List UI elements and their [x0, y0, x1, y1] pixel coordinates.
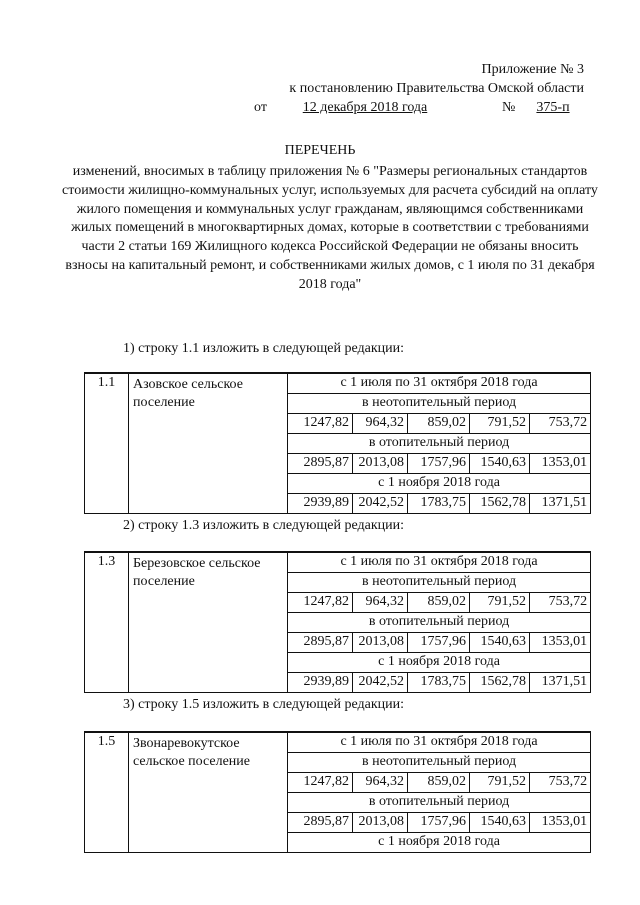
value-cell: 791,52 [470, 414, 530, 434]
period-summer: с 1 июля по 31 октября 2018 года [288, 732, 591, 753]
value-cell: 1353,01 [530, 454, 591, 474]
appendix-header [254, 60, 584, 117]
data-table [84, 372, 591, 514]
period-november: с 1 ноября 2018 года [288, 474, 591, 494]
value-cell: 753,72 [530, 773, 591, 793]
value-cell: 791,52 [470, 773, 530, 793]
value-cell: 2013,08 [353, 813, 408, 833]
value-cell: 1247,82 [288, 414, 353, 434]
heating-period: в отопительный период [288, 793, 591, 813]
value-cell: 791,52 [470, 593, 530, 613]
decree-reference: к постановлению Правительства Омской области [289, 81, 584, 96]
row-number: 1.5 [85, 732, 129, 853]
value-cell: 1783,75 [408, 494, 470, 514]
value-cell: 2895,87 [288, 454, 353, 474]
period-summer: с 1 июля по 31 октября 2018 года [288, 373, 591, 394]
period-summer: с 1 июля по 31 октября 2018 года [288, 552, 591, 573]
value-cell: 2895,87 [288, 813, 353, 833]
value-cell: 1783,75 [408, 673, 470, 693]
value-cell: 964,32 [353, 414, 408, 434]
value-cell: 1562,78 [470, 673, 530, 693]
value-cell: 964,32 [353, 593, 408, 613]
section-instruction: 2) строку 1.3 изложить в следующей редакции: [123, 518, 405, 533]
decree-date: 12 декабря 2018 года [302, 100, 428, 115]
decree-number: 375-п [536, 100, 570, 115]
document-subtitle: изменений, вносимых в таблицу приложения № 6 "Размеры региональных стандартов стоимости жилищно-коммунальных услуг, используемых для расчета субсидий на оплату жилого помещения и коммунальных услуг гражданам, являющимся собственниками жилых помещений в многоквартирных домах, которые в соответствии с требованиями части 2 статьи 169 Жилищного кодекса Российской Федерации не обязаны вносить взносы на капитальный ремонт, и собственниками жилых домов, с 1 июля по 31 декабря 2018 года" [62, 164, 598, 292]
value-cell: 1757,96 [408, 633, 470, 653]
value-cell: 1353,01 [530, 813, 591, 833]
value-cell: 2042,52 [353, 673, 408, 693]
settlement-name: Березовское сельское поселение [129, 552, 288, 693]
value-cell: 1371,51 [530, 673, 591, 693]
heating-period: в отопительный период [288, 613, 591, 633]
value-cell: 859,02 [408, 773, 470, 793]
document-title: ПЕРЕЧЕНЬ [284, 143, 356, 158]
value-cell: 2013,08 [353, 633, 408, 653]
settlement-name: Азовское сельское поселение [129, 373, 288, 514]
data-table [84, 731, 591, 853]
value-cell: 2013,08 [353, 454, 408, 474]
row-number: 1.1 [85, 373, 129, 514]
number-label: № [502, 100, 516, 115]
value-cell: 1371,51 [530, 494, 591, 514]
period-november: с 1 ноября 2018 года [288, 653, 591, 673]
value-cell: 859,02 [408, 414, 470, 434]
non-heating-period: в неотопительный период [288, 573, 591, 593]
value-cell: 1540,63 [470, 813, 530, 833]
value-cell: 859,02 [408, 593, 470, 613]
value-cell: 1247,82 [288, 593, 353, 613]
value-cell: 1757,96 [408, 813, 470, 833]
row-number: 1.3 [85, 552, 129, 693]
value-cell: 1540,63 [470, 633, 530, 653]
decree-date-line [254, 98, 584, 117]
period-november: с 1 ноября 2018 года [288, 833, 591, 853]
value-cell: 1540,63 [470, 454, 530, 474]
value-cell: 2895,87 [288, 633, 353, 653]
value-cell: 2939,89 [288, 673, 353, 693]
value-cell: 1247,82 [288, 773, 353, 793]
value-cell: 2042,52 [353, 494, 408, 514]
heating-period: в отопительный период [288, 434, 591, 454]
appendix-number: Приложение № 3 [481, 62, 584, 77]
value-cell: 753,72 [530, 593, 591, 613]
from-label: от [254, 100, 267, 115]
non-heating-period: в неотопительный период [288, 394, 591, 414]
non-heating-period: в неотопительный период [288, 753, 591, 773]
settlement-name: Звонаревокутское сельское поселение [129, 732, 288, 853]
value-cell: 1562,78 [470, 494, 530, 514]
section-instruction: 1) строку 1.1 изложить в следующей редакции: [123, 341, 405, 356]
section-instruction: 3) строку 1.5 изложить в следующей редакции: [123, 697, 405, 712]
value-cell: 1353,01 [530, 633, 591, 653]
value-cell: 2939,89 [288, 494, 353, 514]
data-table [84, 551, 591, 693]
value-cell: 1757,96 [408, 454, 470, 474]
value-cell: 753,72 [530, 414, 591, 434]
value-cell: 964,32 [353, 773, 408, 793]
